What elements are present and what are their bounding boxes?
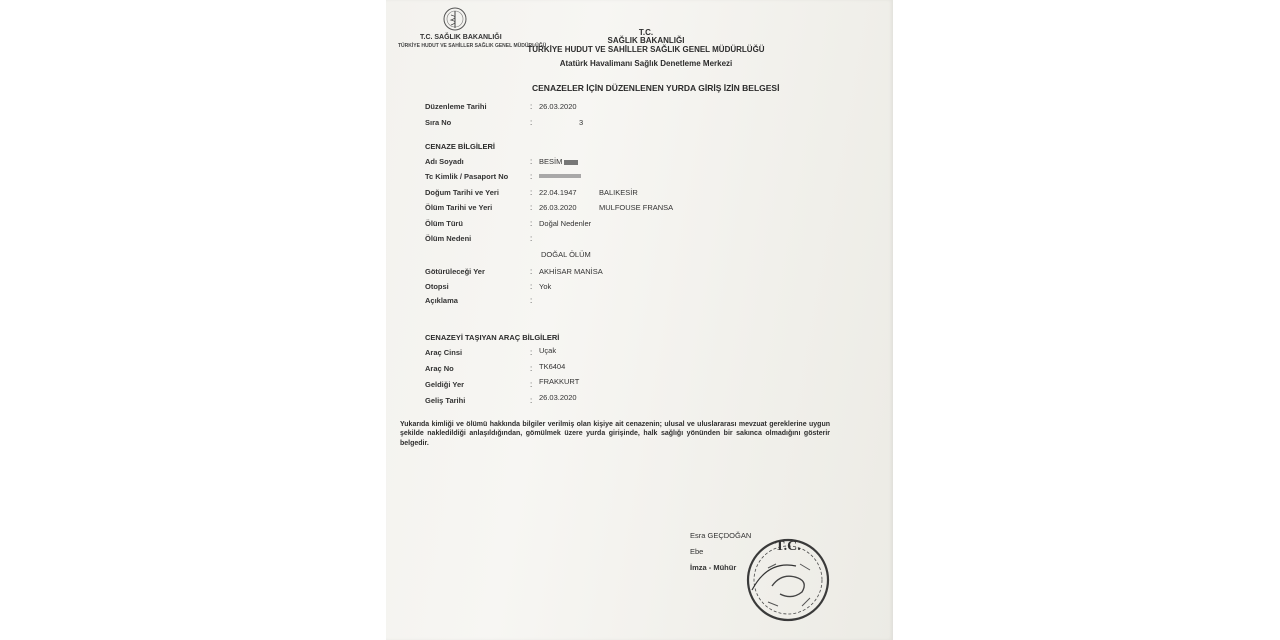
field-label: Adı Soyadı [425,157,464,166]
ministry-logo-icon [438,6,472,36]
redaction-bar [539,174,581,178]
field-label: Ölüm Nedeni [425,234,472,243]
left-header-dept: TÜRKİYE HUDUT VE SAHİLLER SAĞLIK GENEL MÜDÜRLÜĞÜ [398,43,547,49]
declaration-paragraph: Yukarıda kimliği ve ölümü hakkında bilgiler verilmiş olan kişiye ait cenazenin; ulusal ve uluslararası mevzuat gereklerine uygun şekilde nakledildiği anlaşıldığından, gömülmek üzere yurda girişinde, halk sağlığı yönünden bir sakınca olmadığını gösterir belgedir. [400,421,830,447]
field-value: 26.03.2020 [539,203,577,212]
colon: : [530,296,533,305]
section-title-deceased: CENAZE BİLGİLERİ [425,142,496,151]
death-cause-text: DOĞAL ÖLÜM [541,250,591,259]
field-label: Tc Kimlik / Pasaport No [425,172,509,181]
signature-label: İmza - Mühür [690,563,737,572]
field-label: Geliş Tarihi [425,396,466,405]
field-label: Araç No [425,364,454,373]
colon: : [530,102,533,111]
field-value: Yok [539,282,552,291]
field-value: Doğal Nedenler [539,219,592,228]
field-value: Uçak [539,346,557,355]
meta-label: Sıra No [425,118,452,127]
meta-label: Düzenleme Tarihi [425,102,487,111]
field-label: Açıklama [425,296,458,305]
colon: : [530,234,533,243]
header-line-tc: T.C. [638,28,654,37]
colon: : [530,219,533,228]
colon: : [530,282,533,291]
official-stamp-icon [738,520,838,638]
stamp-text: T.C. [775,539,801,554]
redaction-bar [564,160,578,165]
meta-value: 3 [579,118,584,127]
colon: : [530,380,533,389]
meta-value: 26.03.2020 [539,102,577,111]
colon: : [530,348,533,357]
colon: : [530,396,533,405]
header-line-directorate: TÜRKİYE HUDUT VE SAHİLLER SAĞLIK GENEL MÜDÜRLÜĞÜ [527,45,765,54]
colon: : [530,267,533,276]
field-value: AKHİSAR MANİSA [539,267,603,276]
document-title: CENAZELER İÇİN DÜZENLENEN YURDA GİRİŞ İZİN BELGESİ [532,83,780,93]
field-label: Geldiği Yer [425,380,465,389]
field-value: BESİM [539,157,578,166]
field-label: Araç Cinsi [425,348,463,357]
field-value: TK6404 [539,362,566,371]
field-label: Ölüm Tarihi ve Yeri [425,203,493,212]
colon: : [530,364,533,373]
section-title-vehicle: CENAZEYİ TAŞIYAN ARAÇ BİLGİLERİ [425,333,560,342]
colon: : [530,188,533,197]
field-value-place: MULFOUSE FRANSA [599,203,674,212]
signer-name: Esra GEÇDOĞAN [690,531,752,540]
field-value: 22.04.1947 [539,188,577,197]
field-label: Doğum Tarihi ve Yeri [425,188,499,197]
signer-title: Ebe [690,547,704,556]
colon: : [530,157,533,166]
field-value: FRAKKURT [539,377,580,386]
field-label: Ölüm Türü [425,219,463,228]
document-page [386,0,893,640]
field-label: Otopsi [425,282,449,291]
header-line-center: Atatürk Havalimanı Sağlık Denetleme Merkezi [559,59,733,68]
colon: : [530,203,533,212]
colon: : [530,172,533,181]
field-value: 26.03.2020 [539,393,577,402]
left-header-org: T.C. SAĞLIK BAKANLIĞI [420,34,502,41]
field-value-place: BALIKESİR [599,188,638,197]
field-label: Götürüleceği Yer [425,267,485,276]
colon: : [530,118,533,127]
header-line-ministry: SAĞLIK BAKANLIĞI [607,36,685,45]
